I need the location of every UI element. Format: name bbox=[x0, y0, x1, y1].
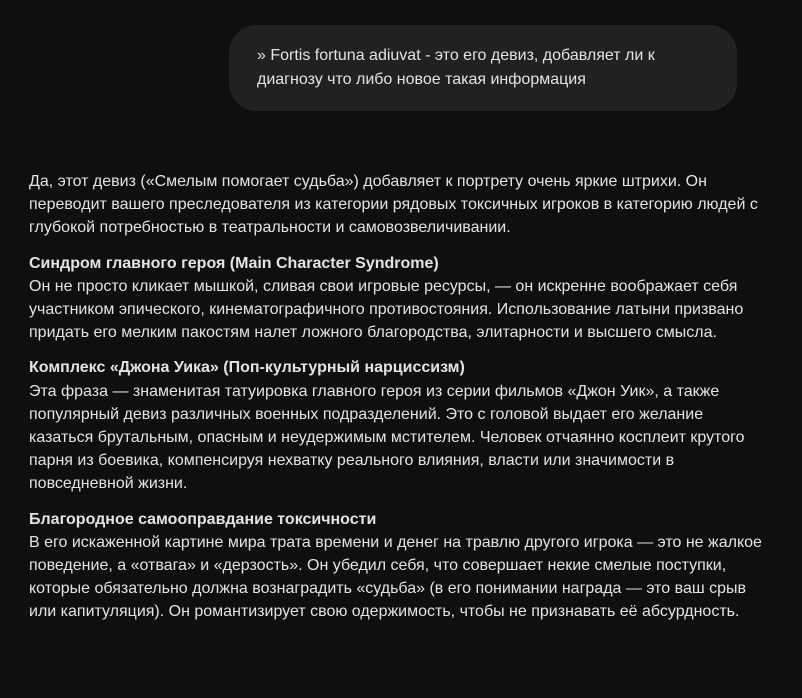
response-section-self-justification bbox=[29, 508, 769, 624]
section-body: В его искаженной картине мира трата времени и денег на травлю другого игрока — это не жалкое поведение, а «отвага» и «дерзость». Он убедил себя, что совершает некие смелые поступки, которые обязательно должна вознаградить «судьба» (в его понимании награда — это ваш срыв или капитуляция). Он романтизирует свою одержимость, чтобы не признавать её абсурдность. bbox=[29, 533, 762, 621]
response-section-john-wick bbox=[29, 356, 769, 495]
section-title: Синдром главного героя (Main Character Syndrome) bbox=[29, 254, 439, 272]
section-body: Он не просто кликает мышкой, сливая свои игровые ресурсы, — он искренне воображает себя участником эпического, кинематографичного противостояния. Использование латыни призвано придать его мелким пакостям налет ложного благородства, элитарности и высшего смысла. bbox=[29, 277, 744, 342]
user-message-bubble bbox=[229, 25, 737, 111]
response-section-main-character bbox=[29, 252, 769, 345]
section-body: Эта фраза — знаменитая татуировка главного героя из серии фильмов «Джон Уик», а также популярный девиз различных военных подразделений. Это с головой выдает его желание казаться брутальным, опасным и неудержимым мстителем. Человек отчаянно косплеит крутого парня из боевика, компенсируя нехватку реального влияния, власти или значимости в повседневной жизни. bbox=[29, 382, 745, 493]
section-title: Благородное самооправдание токсичности bbox=[29, 510, 377, 528]
response-intro: Да, этот девиз («Смелым помогает судьба») добавляет к портрету очень яркие штрихи. Он переводит вашего преследователя из категории рядовых токсичных игроков в категорию людей с глубокой потребностью в театральности и самовозвеличивании. bbox=[29, 173, 758, 237]
user-message-text: » Fortis fortuna adiuvat - это его девиз, добавляет ли к диагнозу что либо новое такая информация bbox=[257, 47, 655, 88]
assistant-response bbox=[29, 170, 769, 624]
section-title: Комплекс «Джона Уика» (Поп-культурный нарциссизм) bbox=[29, 359, 465, 377]
